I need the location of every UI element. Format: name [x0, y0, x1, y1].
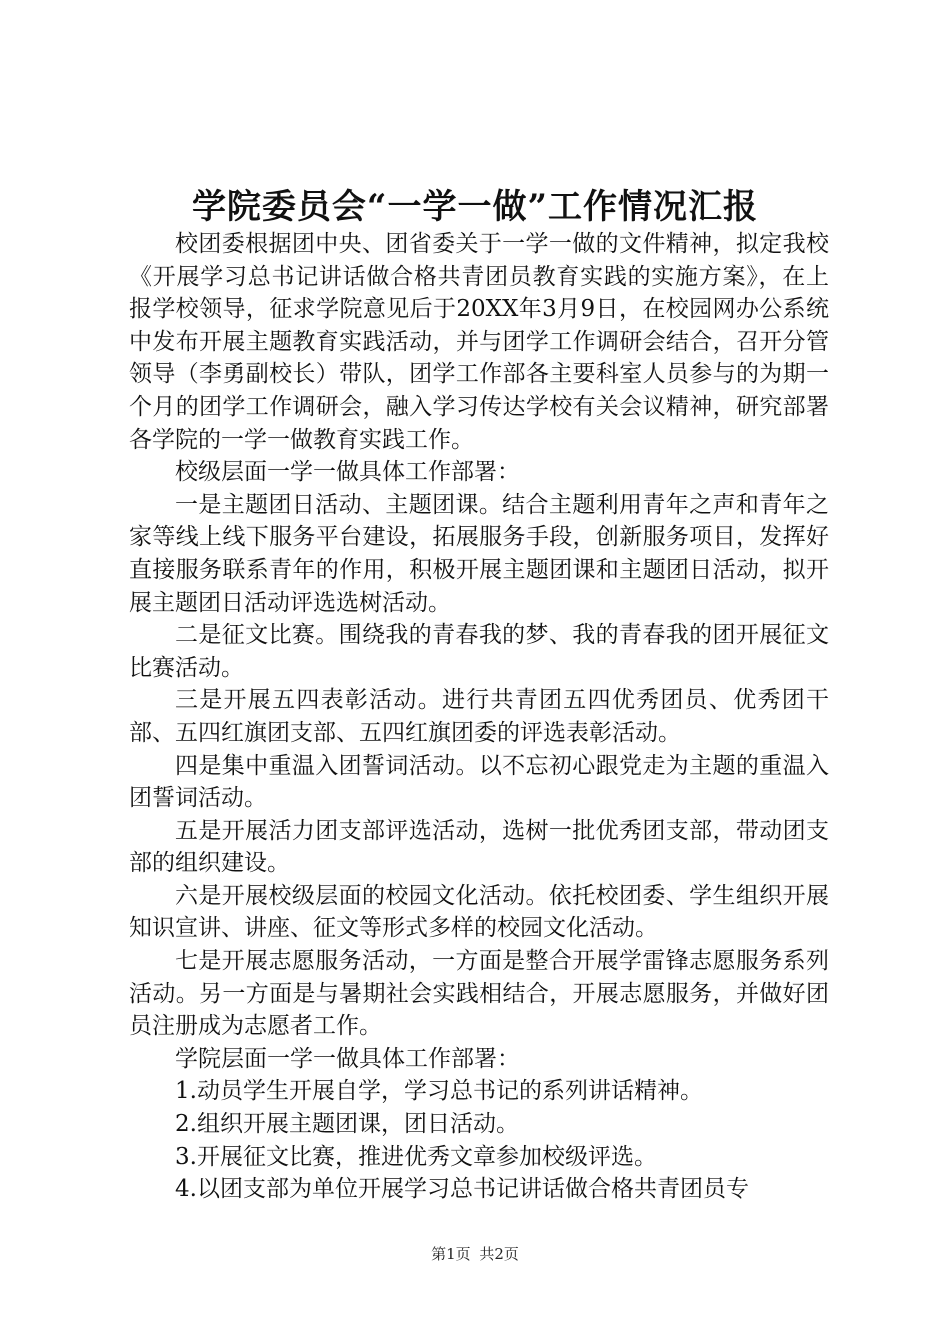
paragraph-list-item-2: 2.组织开展主题团课，团日活动。	[175, 1111, 519, 1138]
paragraph-item-one: 一是主题团日活动、主题团课。结合主题利用青年之声和青年之家等线上线下服务平台建设，拓展服务手段，创新服务项目，发挥好直接服务联系青年的作用，积极开展主题团课和主题团日活动，拟开展主题团日活动评选选树活动。	[129, 491, 829, 616]
page-total: 共2页	[479, 1245, 519, 1263]
paragraph-list-item-3: 3.开展征文比赛，推进优秀文章参加校级评选。	[175, 1143, 657, 1170]
paragraph-list-item-1: 1.动员学生开展自学，学习总书记的系列讲话精神。	[175, 1078, 703, 1105]
paragraph-college-level-heading: 学院层面一学一做具体工作部署：	[175, 1045, 520, 1072]
paragraph-item-five: 五是开展活力团支部评选活动，选树一批优秀团支部，带动团支部的组织建设。	[129, 817, 829, 877]
paragraph-item-two: 二是征文比赛。围绕我的青春我的梦、我的青春我的团开展征文比赛活动。	[129, 622, 829, 681]
paragraph-school-level-heading: 校级层面一学一做具体工作部署：	[175, 459, 520, 486]
paragraph-list-item-4: 4.以团支部为单位开展学习总书记讲话做合格共青团员专	[175, 1176, 749, 1203]
paragraph-item-six: 六是开展校级层面的校园文化活动。依托校团委、学生组织开展知识宣讲、讲座、征文等形式多样的校园文化活动。	[129, 882, 829, 942]
paragraph-item-seven: 七是开展志愿服务活动，一方面是整合开展学雷锋志愿服务系列活动。另一方面是与暑期社会实践相结合，开展志愿服务，并做好团员注册成为志愿者工作。	[129, 948, 829, 1040]
document-title: 学院委员会“一学一做”工作情况汇报	[191, 187, 759, 227]
paragraph-item-three: 三是开展五四表彰活动。进行共青团五四优秀团员、优秀团干部、五四红旗团支部、五四红旗团委的评选表彰活动。	[129, 687, 829, 746]
paragraph-intro: 校团委根据团中央、团省委关于一学一做的文件精神，拟定我校《开展学习总书记讲话做合格共青团员教育实践的实施方案》，在上报学校领导，征求学院意见后于20XX年3月9日，在校园网办公系统中发布开展主题教育实践活动，并与团学工作调研会结合，召开分管领导（李勇副校长）带队，团学工作部各主要科室人员参与的为期一个月的团学工作调研会，融入学习传达学校有关会议精神，研究部署各学院的一学一做教育实践工作。	[129, 231, 829, 453]
document-body	[129, 228, 829, 1206]
page-number: 第1页	[431, 1245, 471, 1263]
paragraph-item-four: 四是集中重温入团誓词活动。以不忘初心跟党走为主题的重温入团誓词活动。	[129, 752, 829, 812]
page-footer	[0, 1244, 950, 1264]
